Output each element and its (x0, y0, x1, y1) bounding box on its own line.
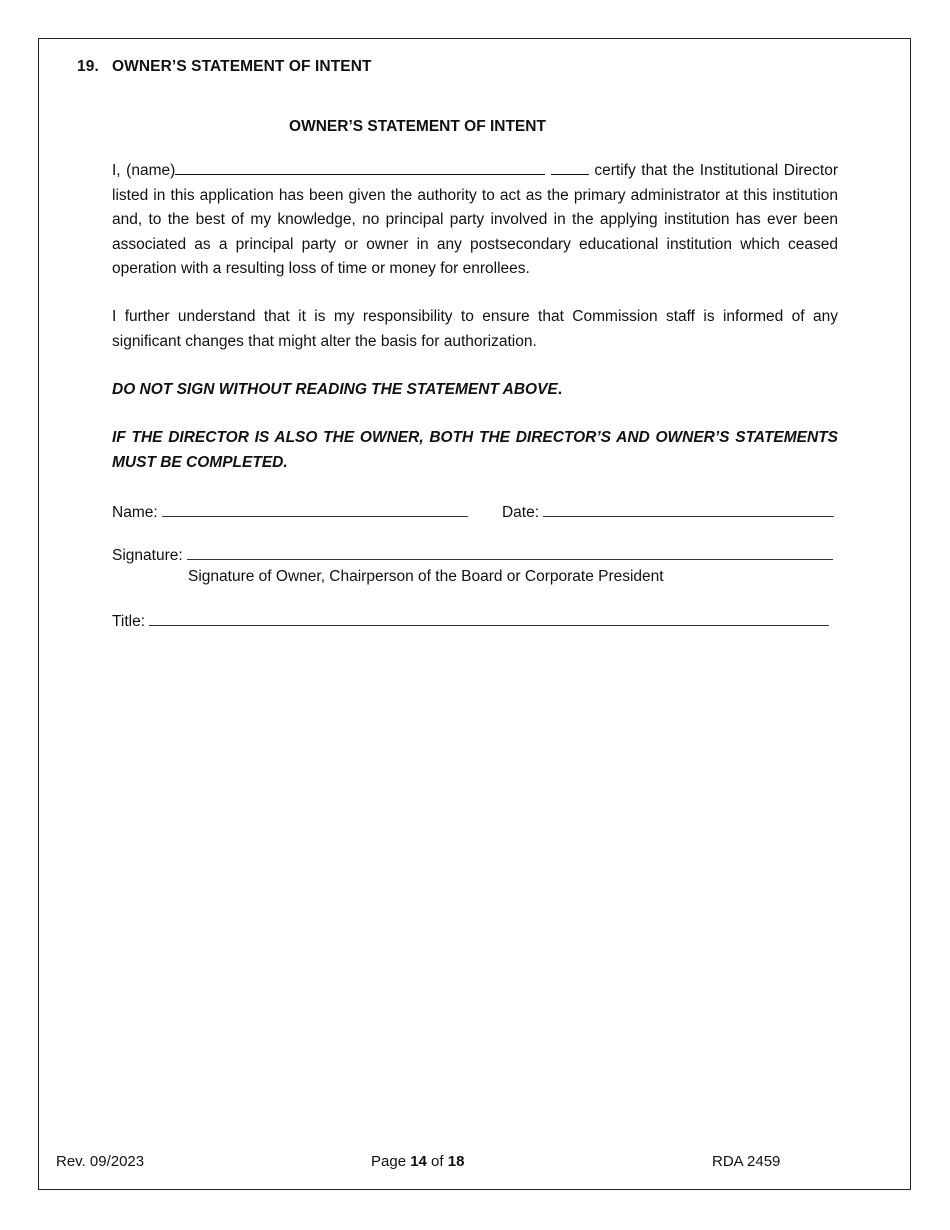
signature-field[interactable] (187, 545, 833, 560)
warning-read-statement (112, 378, 838, 403)
owner-name-blank[interactable] (175, 160, 545, 175)
date-field[interactable] (543, 502, 834, 517)
certification-text: certify that the Institutional Director listed in this application has been given the authority to act as the primary administrator at this institution and, to the best of my knowledge, no principal party involved in the applying institution has ever been associated as a principal party or owner in any postsecondary educational institution which ceased operation with a resulting loss of time or money for enrollees. (112, 162, 839, 277)
certification-paragraph (112, 159, 838, 282)
footer-revision: Rev. 09/2023 (56, 1153, 145, 1170)
signature-caption: Signature of Owner, Chairperson of the Board or Corporate President (188, 568, 664, 585)
name-prefix: I, (name) (112, 162, 176, 179)
section-number: 19. (77, 58, 99, 75)
section-title: OWNER’S STATEMENT OF INTENT (112, 58, 372, 75)
signature-row (112, 545, 833, 565)
title-field[interactable] (149, 611, 829, 626)
footer-form-id: RDA 2459 (712, 1153, 781, 1170)
title-label: Title: (112, 613, 146, 630)
statement-title: OWNER’S STATEMENT OF INTENT (289, 118, 546, 135)
warning-read-text: DO NOT SIGN WITHOUT READING THE STATEMENT ABOVE (112, 381, 558, 398)
signature-label: Signature: (112, 547, 183, 564)
page-prefix: Page (371, 1153, 411, 1170)
page-of: of (426, 1153, 448, 1170)
name-date-row (112, 502, 834, 522)
owner-name-blank-extension[interactable] (551, 160, 589, 175)
footer-page-number (371, 1153, 464, 1170)
page-current: 14 (410, 1153, 427, 1170)
warning-read-period: . (557, 381, 563, 398)
title-row (112, 611, 829, 631)
date-label: Date: (501, 504, 540, 521)
warning-director-owner: IF THE DIRECTOR IS ALSO THE OWNER, BOTH THE DIRECTOR’S AND OWNER’S STATEMENTS MUST BE COMPLETED. (112, 429, 838, 471)
page-total: 18 (447, 1153, 465, 1170)
responsibility-paragraph: I further understand that it is my responsibility to ensure that Commission staff is informed of any significant changes that might alter the basis for authorization. (112, 308, 838, 350)
name-field[interactable] (162, 502, 468, 517)
section-heading (77, 58, 372, 76)
name-label: Name: (112, 504, 158, 521)
